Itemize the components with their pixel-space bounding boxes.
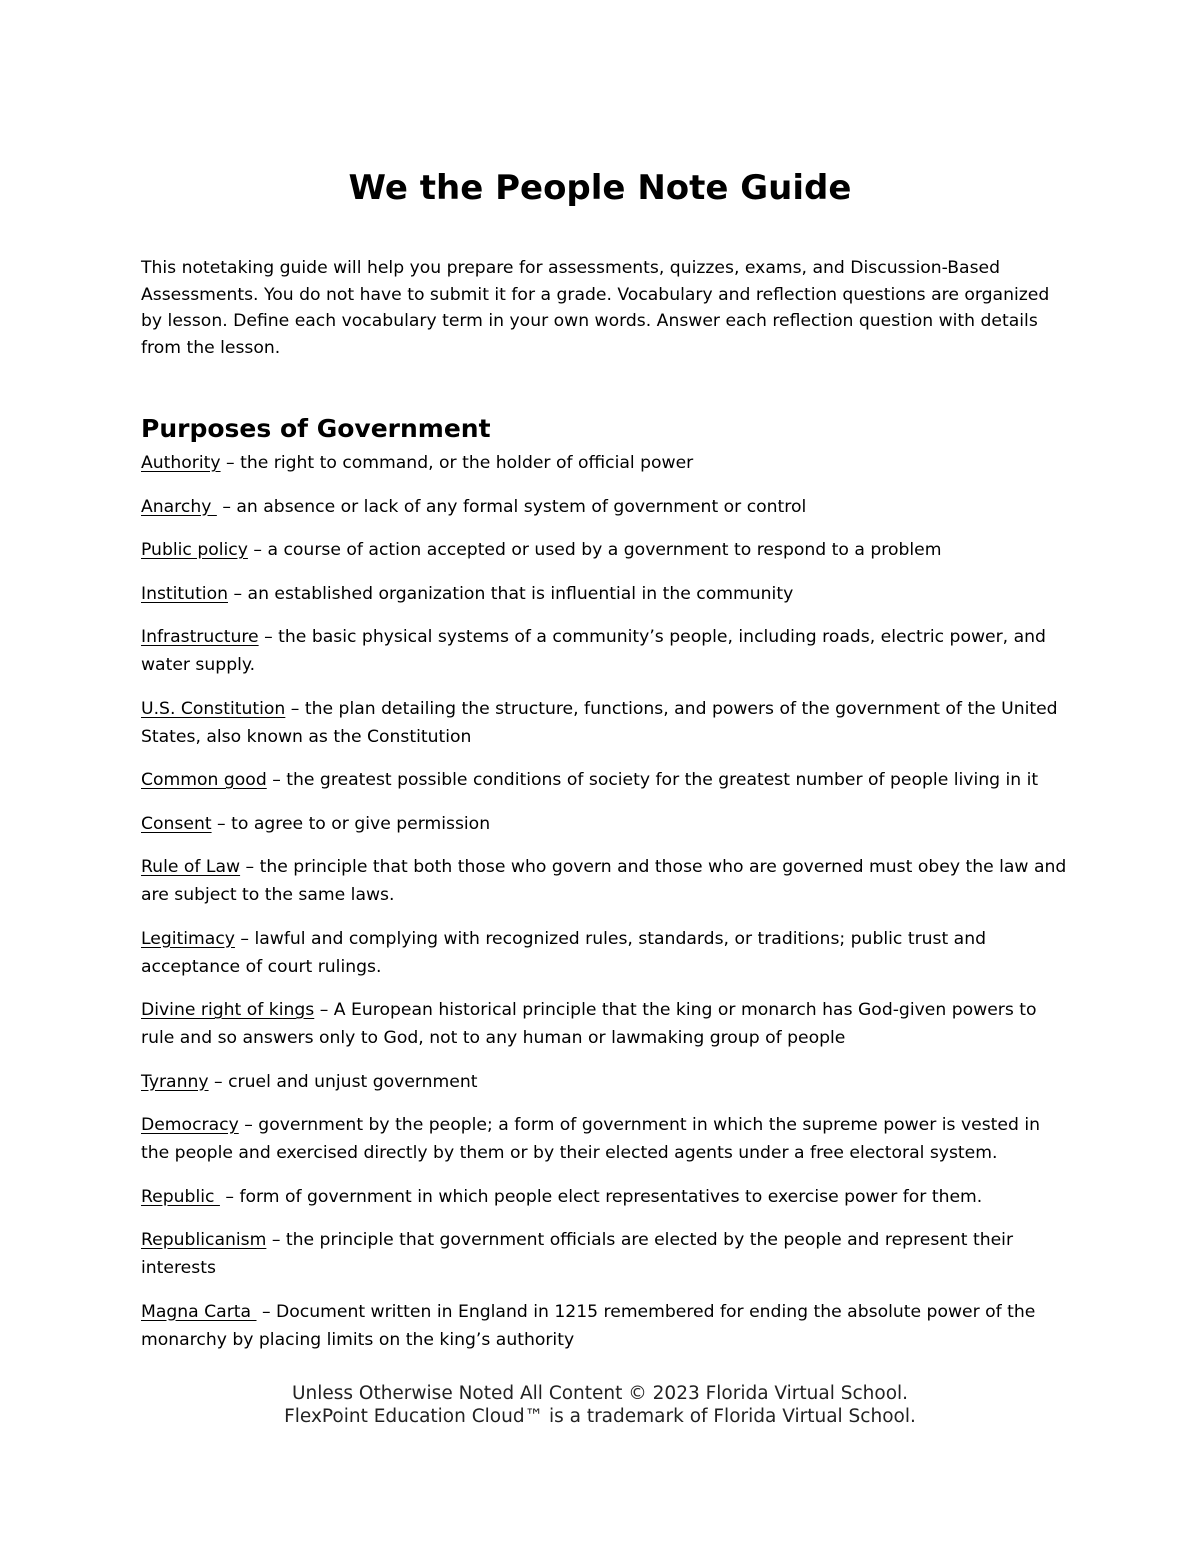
vocabulary-term: Magna Carta	[141, 1301, 257, 1322]
vocabulary-definition: the plan detailing the structure, functions, and powers of the government of the United States, also known as the Constitution	[141, 698, 1058, 747]
term-separator: –	[216, 496, 237, 517]
vocabulary-entry	[141, 766, 1071, 794]
term-separator: –	[285, 698, 305, 719]
vocabulary-entry	[141, 996, 1071, 1052]
vocabulary-entry	[141, 449, 1071, 477]
vocabulary-definition: form of government in which people elect representatives to exercise power for them.	[239, 1186, 983, 1207]
footer-trademark: FlexPoint Education Cloud™ is a trademark of Florida Virtual School.	[284, 1406, 916, 1427]
vocabulary-entry	[141, 493, 1071, 521]
vocabulary-definition: A European historical principle that the king or monarch has God-given powers to rule and so answers only to God, not to any human or lawmaking group of people	[141, 1000, 1037, 1048]
term-separator: –	[234, 928, 255, 949]
vocabulary-entry	[141, 925, 1071, 981]
term-separator: –	[228, 583, 248, 604]
vocabulary-term: Republicanism	[141, 1230, 267, 1250]
vocabulary-entry	[141, 1068, 1071, 1096]
vocabulary-definition: the basic physical systems of a community’s people, including roads, electric power, and water supply.	[141, 627, 1046, 675]
vocabulary-entry	[141, 580, 1071, 608]
vocabulary-entry	[141, 853, 1071, 909]
vocabulary-definition: the principle that government officials are elected by the people and represent their interests	[141, 1230, 1014, 1278]
vocabulary-entry	[141, 1226, 1071, 1282]
vocabulary-definition: a course of action accepted or used by a government to respond to a problem	[267, 540, 942, 560]
vocabulary-list	[141, 449, 1071, 1369]
vocabulary-definition: the right to command, or the holder of official power	[240, 453, 694, 473]
term-separator: –	[208, 1071, 229, 1092]
vocabulary-term: Tyranny	[141, 1071, 209, 1092]
intro-paragraph: This notetaking guide will help you prepare for assessments, quizzes, exams, and Discussion-Based Assessments. You do not have to submit it for a grade. Vocabulary and reflection questions are organized by lesson. Define each vocabulary term in your own words. Answer each reflection question with details from the lesson.	[141, 258, 1050, 358]
vocabulary-term: Authority	[141, 453, 221, 473]
vocabulary-definition: lawful and complying with recognized rules, standards, or traditions; public trust and acceptance of court rulings.	[141, 928, 987, 977]
term-separator: –	[258, 627, 279, 647]
vocabulary-term: Institution	[141, 583, 228, 604]
term-separator: –	[238, 1115, 259, 1135]
vocabulary-term: U.S. Constitution	[141, 698, 286, 719]
vocabulary-definition: the greatest possible conditions of society for the greatest number of people living in it	[286, 770, 1039, 790]
footer	[0, 1382, 1200, 1428]
vocabulary-entry	[141, 1298, 1071, 1354]
vocabulary-definition: an established organization that is influential in the community	[247, 583, 794, 604]
term-separator: –	[314, 1000, 334, 1020]
term-separator: –	[240, 857, 260, 877]
term-separator: –	[266, 770, 287, 790]
vocabulary-entry	[141, 1111, 1071, 1167]
vocabulary-entry	[141, 810, 1071, 838]
vocabulary-term: Democracy	[141, 1115, 239, 1135]
vocabulary-definition: Document written in England in 1215 remembered for ending the absolute power of the monarchy by placing limits on the king’s authority	[141, 1301, 1036, 1350]
term-separator: –	[220, 453, 241, 473]
term-separator: –	[219, 1186, 240, 1207]
vocabulary-term: Republic	[141, 1186, 220, 1207]
vocabulary-term: Anarchy	[141, 496, 217, 517]
term-separator: –	[211, 813, 232, 834]
vocabulary-entry	[141, 695, 1071, 751]
term-separator: –	[266, 1230, 286, 1250]
vocabulary-definition: to agree to or give permission	[231, 813, 491, 834]
vocabulary-entry	[141, 623, 1071, 679]
vocabulary-definition: cruel and unjust government	[228, 1071, 478, 1092]
vocabulary-definition: the principle that both those who govern and those who are governed must obey the law and are subject to the same laws.	[141, 857, 1067, 905]
term-separator: –	[247, 540, 268, 560]
vocabulary-term: Infrastructure	[141, 627, 259, 647]
vocabulary-term: Consent	[141, 813, 212, 834]
vocabulary-term: Rule of Law	[141, 857, 241, 877]
vocabulary-term: Public policy	[141, 540, 248, 560]
footer-copyright: Unless Otherwise Noted All Content © 2023 Florida Virtual School.	[291, 1383, 909, 1404]
page-title: We the People Note Guide	[348, 168, 852, 208]
vocabulary-term: Legitimacy	[141, 928, 235, 949]
section-heading: Purposes of Government	[141, 414, 491, 443]
vocabulary-term: Divine right of kings	[141, 1000, 315, 1020]
vocabulary-term: Common good	[141, 770, 267, 790]
vocabulary-entry	[141, 1183, 1071, 1211]
vocabulary-definition: an absence or lack of any formal system of government or control	[236, 496, 807, 517]
vocabulary-entry	[141, 536, 1071, 564]
term-separator: –	[256, 1301, 277, 1322]
vocabulary-definition: government by the people; a form of government in which the supreme power is vested in the people and exercised directly by them or by their elected agents under a free electoral system.	[141, 1115, 1041, 1163]
